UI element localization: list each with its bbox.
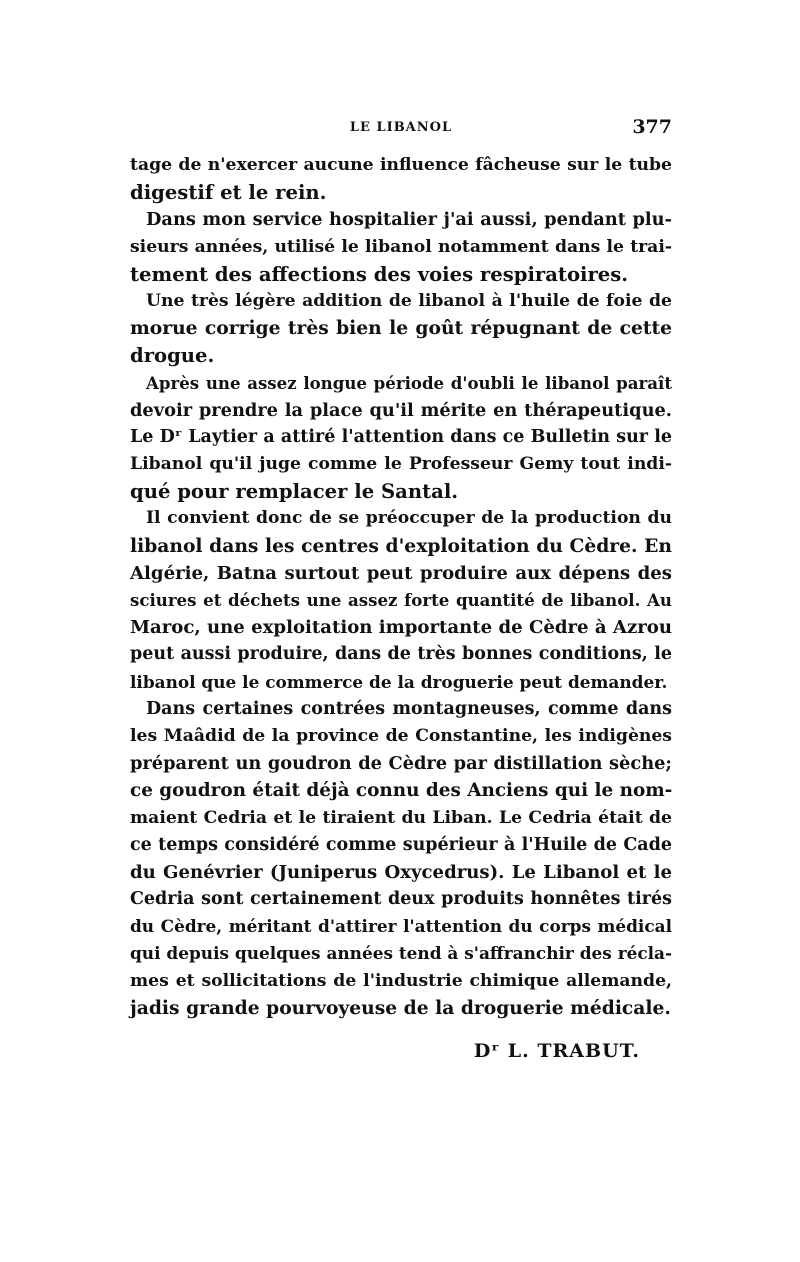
text-line: Libanol qu'il juge comme le Professeur Gemy tout indi- <box>130 454 672 475</box>
text-line: Après une assez longue période d'oubli le libanol paraît <box>146 372 672 393</box>
text-line: les Maâdid de la province de Constantine, les indigènes <box>130 725 672 746</box>
text-line: Algérie, Batna surtout peut produire aux dépens des <box>130 562 672 584</box>
text-line: sieurs années, utilisé le libanol notamment dans le trai- <box>130 236 672 257</box>
text-line: peut aussi produire, dans de très bonnes conditions, le <box>130 644 672 665</box>
text-line: tement des affections des voies respiratoires. <box>130 262 629 286</box>
text-line: libanol dans les centres d'exploitation du Cèdre. En <box>130 534 672 557</box>
text-line: qué pour remplacer le Santal. <box>130 480 459 504</box>
text-line: Le Dʳ Laytier a attiré l'attention dans ce Bulletin sur le <box>130 426 672 447</box>
text-line: du Genévrier (Juniperus Oxycedrus). Le Libanol et le <box>130 861 672 883</box>
article-body <box>130 152 672 1022</box>
text-line: qui depuis quelques années tend à s'affranchir des récla- <box>130 943 672 964</box>
text-line: ce goudron était déjà connu des Anciens qui le nom- <box>130 780 673 802</box>
running-title: LE LIBANOL <box>349 120 453 135</box>
text-line: du Cèdre, méritant d'attirer l'attention du corps médical <box>130 916 672 937</box>
text-line: devoir prendre la place qu'il mérite en thérapeutique. <box>130 399 672 421</box>
text-line: jadis grande pourvoyeuse de la droguerie médicale. <box>130 996 671 1019</box>
text-line: préparent un goudron de Cèdre par distillation sèche; <box>130 753 672 775</box>
text-line: Dans mon service hospitalier j'ai aussi, pendant plu- <box>146 209 672 231</box>
text-line: drogue. <box>130 344 215 368</box>
text-line: Cedria sont certainement deux produits honnêtes tirés <box>130 889 672 910</box>
running-head <box>130 116 672 140</box>
text-line: libanol que le commerce de la droguerie peut demander. <box>130 671 668 692</box>
text-line: Une très légère addition de libanol à l'huile de foie de <box>146 290 672 311</box>
text-line: Dans certaines contrées montagneuses, comme dans <box>146 698 672 719</box>
text-line: sciures et déchets une assez forte quantité de libanol. Au <box>130 590 672 610</box>
text-line: digestif et le rein. <box>130 181 327 205</box>
text-line: Il convient donc de se préoccuper de la production du <box>146 508 672 529</box>
text-line: maient Cedria et le tiraient du Liban. Le Cedria était de <box>130 807 672 828</box>
text-line: ce temps considéré comme supérieur à l'Huile de Cade <box>130 834 672 855</box>
page-number: 377 <box>632 116 672 138</box>
author-signature: Dʳ L. TRABUT. <box>473 1040 640 1062</box>
text-line: morue corrige très bien le goût répugnant de cette <box>130 317 672 340</box>
text-line: tage de n'exercer aucune influence fâcheuse sur le tube <box>130 155 672 175</box>
text-line: mes et sollicitations de l'industrie chimique allemande, <box>130 970 672 991</box>
text-line: Maroc, une exploitation importante de Cèdre à Azrou <box>130 617 672 639</box>
